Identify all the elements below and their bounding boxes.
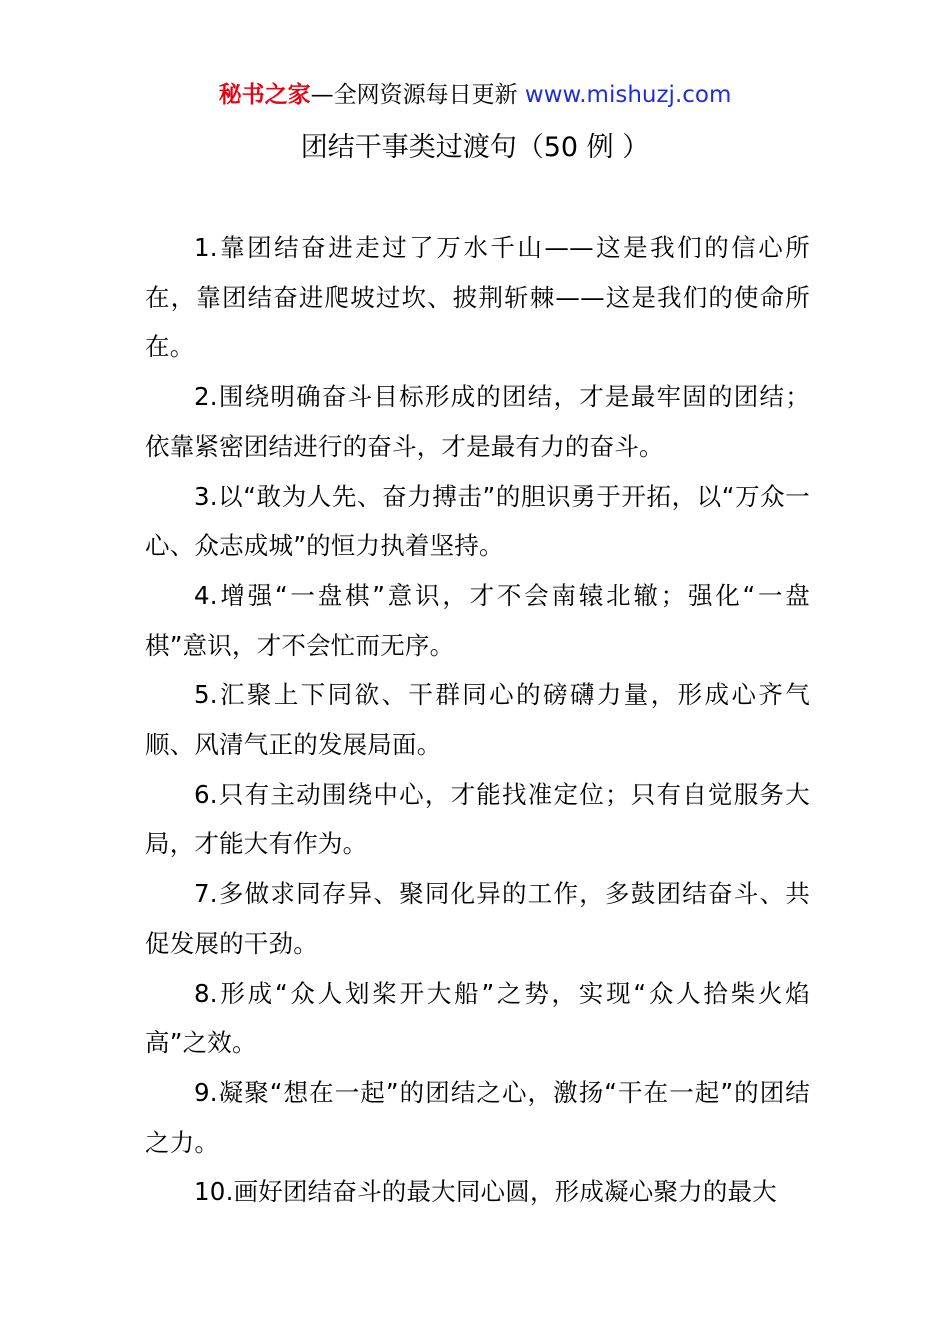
paragraph-10: 10.画好团结奋斗的最大同心圆，形成凝心聚力的最大 (194, 1177, 777, 1207)
paragraph-5: 5.汇聚上下同欲、干群同心的磅礴力量，形成心齐气顺、风清气正的发展局面。 (145, 680, 810, 760)
site-header (0, 78, 950, 112)
document-body (145, 223, 810, 1217)
paragraph-6: 6.只有主动围绕中心，才能找准定位；只有自觉服务大局，才能大有作为。 (145, 779, 810, 859)
paragraph-4: 4.增强“一盘棋”意识，才不会南辕北辙；强化“一盘棋”意识，才不会忙而无序。 (145, 580, 810, 660)
paragraph-9: 9.凝聚“想在一起”的团结之心，激扬“干在一起”的团结之力。 (145, 1077, 810, 1157)
document-title: 团结干事类过渡句（50 例 ） (300, 132, 650, 163)
paragraph-7: 7.多做求同存异、聚同化异的工作，多鼓团结奋斗、共促发展的干劲。 (145, 879, 810, 958)
site-brand: 秘书之家 (218, 82, 311, 108)
site-tagline: —全网资源每日更新 (310, 82, 525, 108)
paragraph-1: 1.靠团结奋进走过了万水千山——这是我们的信心所在，靠团结奋进爬坡过坎、披荆斩棘——这是我们的使命所在。 (145, 233, 810, 362)
paragraph-8: 8.形成“众人划桨开大船”之势，实现“众人拾柴火焰高”之效。 (145, 978, 810, 1058)
site-url-link[interactable]: www.mishuzj.com (524, 82, 732, 108)
paragraph-2: 2.围绕明确奋斗目标形成的团结，才是最牢固的团结；依靠紧密团结进行的奋斗，才是最有力的奋斗。 (145, 382, 810, 461)
paragraph-3: 3.以“敢为人先、奋力搏击”的胆识勇于开拓，以“万众一心、众志成城”的恒力执着坚持。 (145, 481, 810, 561)
